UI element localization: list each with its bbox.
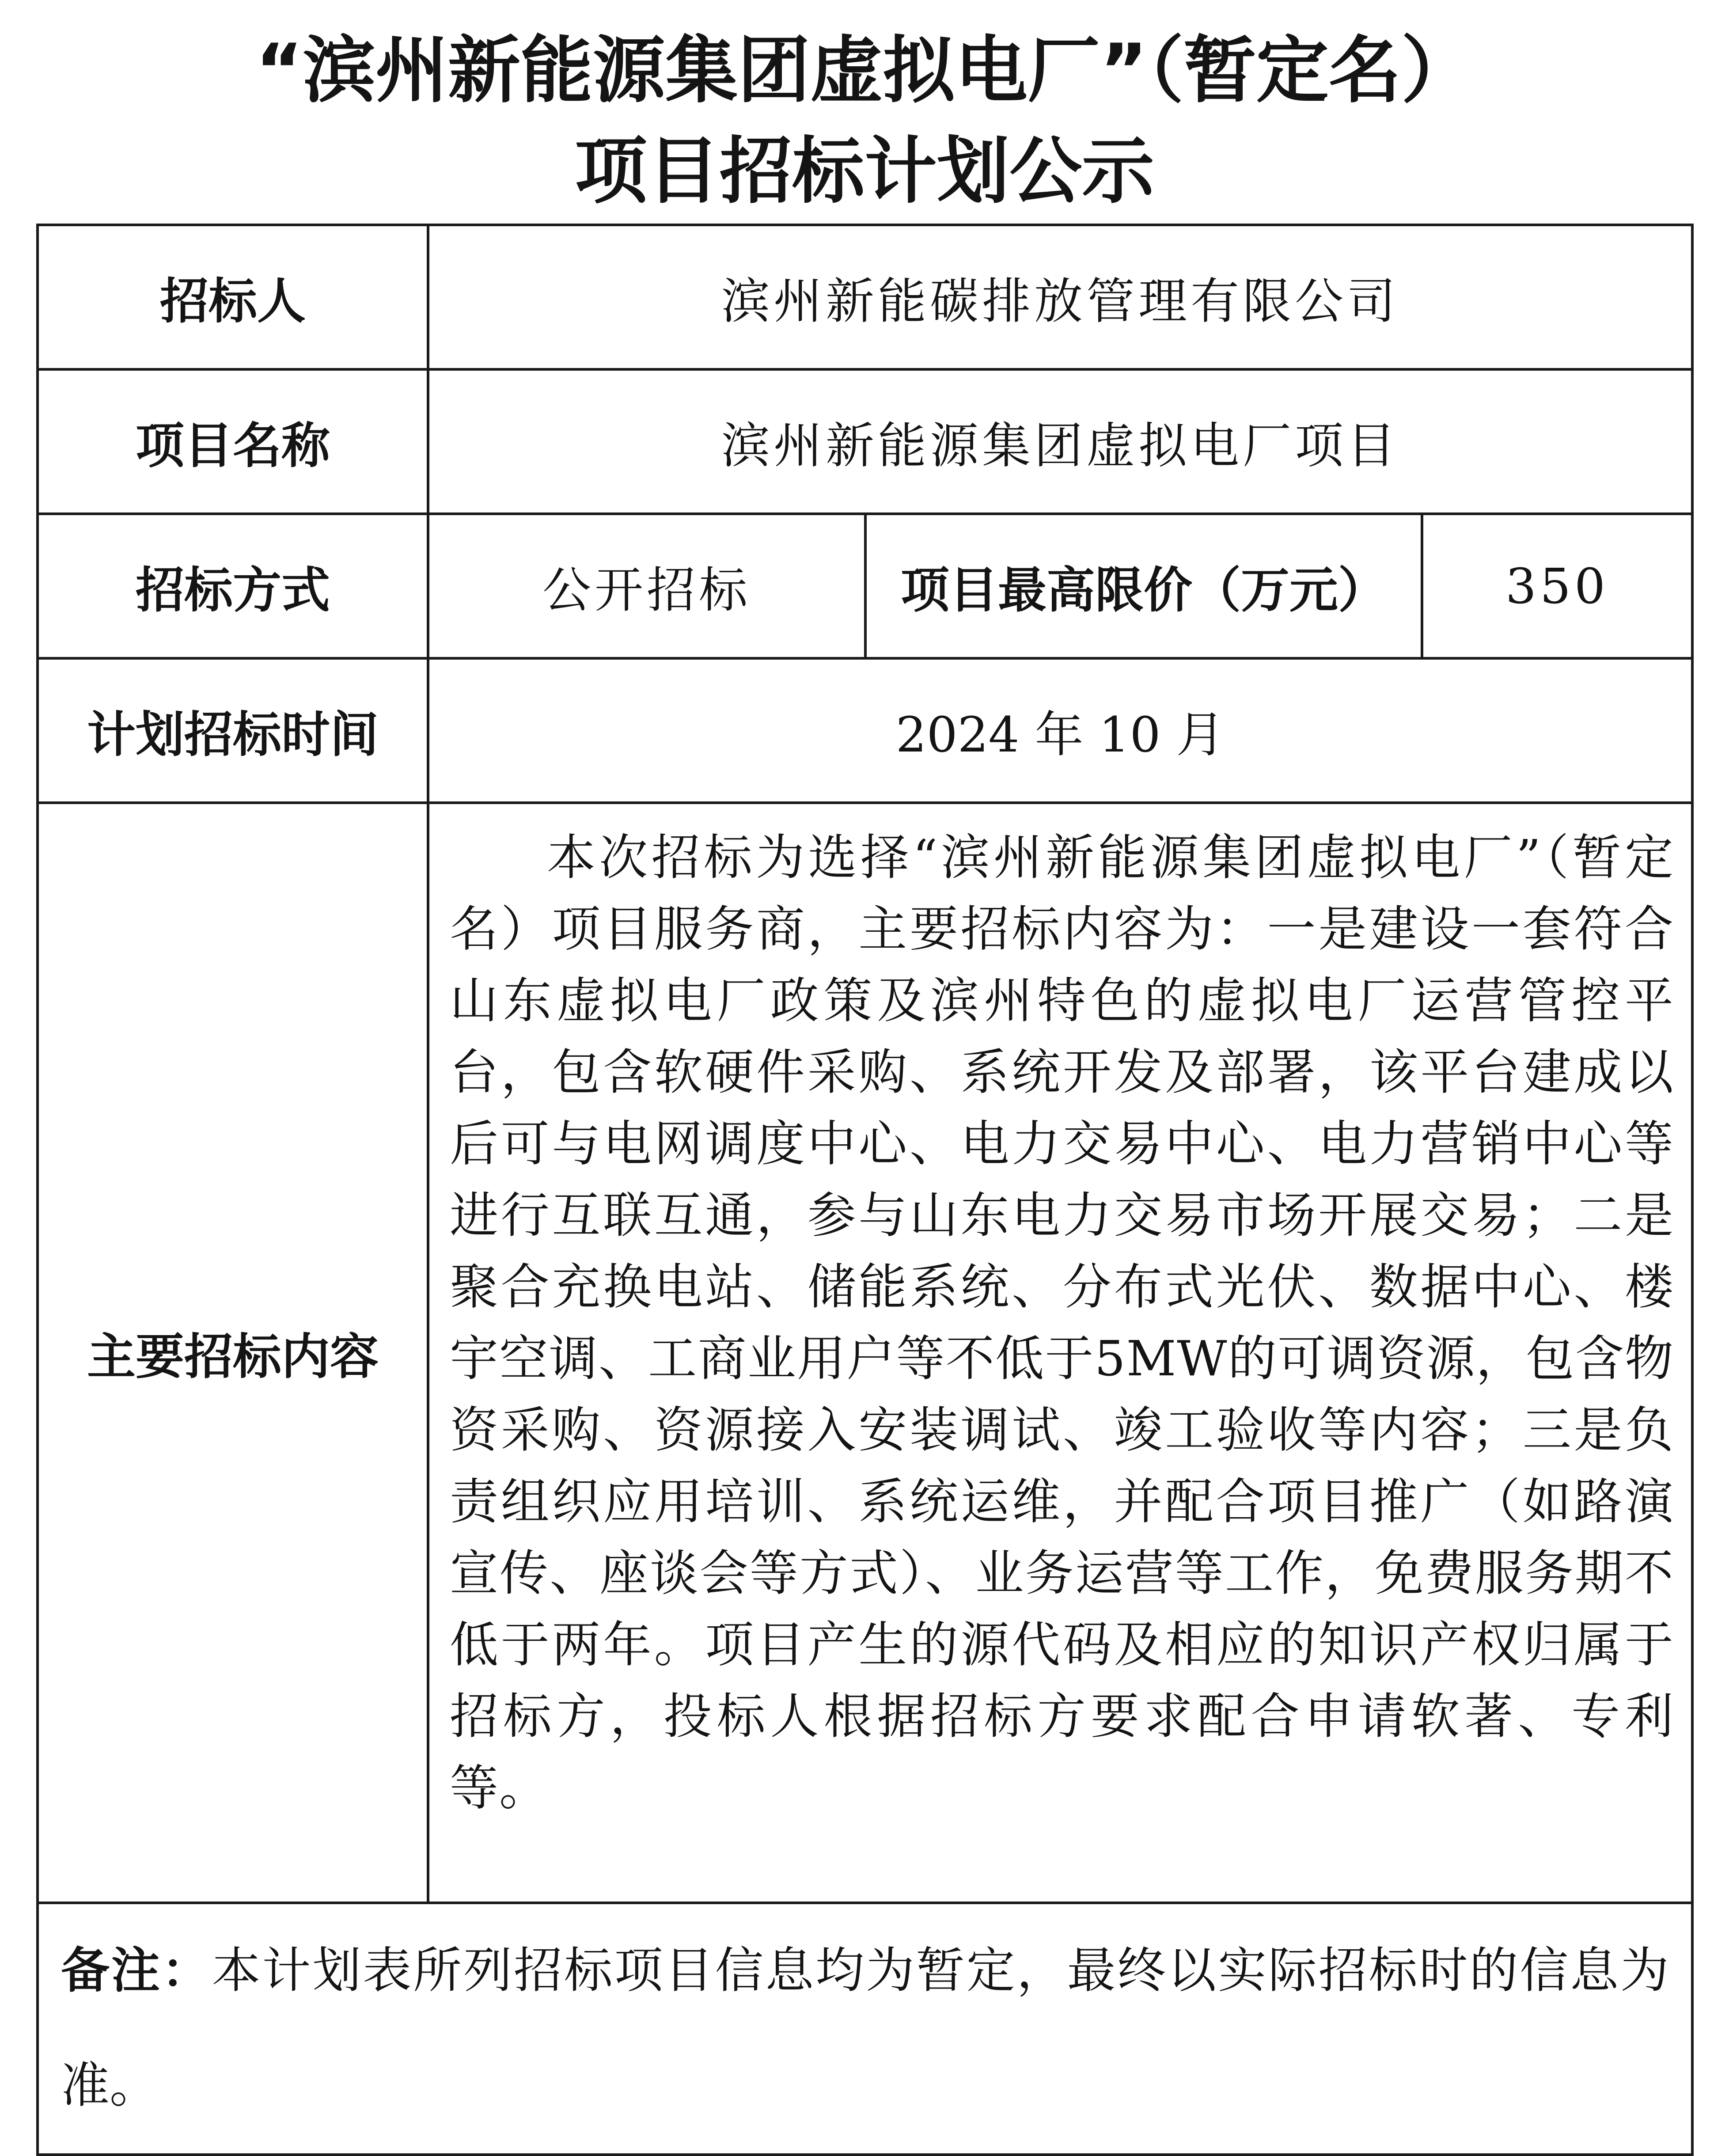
planned-time-value: 2024 年 10 月 — [428, 658, 1692, 803]
tender-plan-table — [36, 224, 1694, 2156]
method-label: 招标方式 — [38, 514, 428, 658]
project-name-value: 滨州新能源集团虚拟电厂项目 — [428, 369, 1692, 514]
table-row-content — [38, 803, 1692, 1903]
project-name-label: 项目名称 — [38, 369, 428, 514]
planned-time-label: 计划招标时间 — [38, 658, 428, 803]
table-row-method — [38, 514, 1692, 658]
note-cell — [38, 1903, 1692, 2155]
table-row-planned-time — [38, 658, 1692, 803]
table-row-tenderer — [38, 225, 1692, 369]
note-text: 本计划表所列招标项目信息均为暂定，最终以实际招标时的信息为准。 — [61, 1942, 1669, 2114]
table-row-note — [38, 1903, 1692, 2155]
content-value: 本次招标为选择“滨州新能源集团虚拟电厂”（暂定名）项目服务商，主要招标内容为：一是建设一套符合山东虚拟电厂政策及滨州特色的虚拟电厂运营管控平台，包含软硬件采购、系统开发及部署，该平台建成以后可与电网调度中心、电力交易中心、电力营销中心等进行互联互通，参与山东电力交易市场开展交易；二是聚合充换电站、储能系统、分布式光伏、数据中心、楼宇空调、工商业用户等不低于5MW的可调资源，包含物资采购、资源接入安装调试、竣工验收等内容；三是负责组织应用培训、系统运维，并配合项目推广（如路演宣传、座谈会等方式）、业务运营等工作，免费服务期不低于两年。项目产生的源代码及相应的知识产权归属于招标方，投标人根据招标方要求配合申请软著、专利等。 — [450, 829, 1675, 1816]
method-value: 公开招标 — [428, 514, 865, 658]
max-price-label: 项目最高限价（万元） — [865, 514, 1422, 658]
page-title-line-1: “滨州新能源集团虚拟电厂”（暂定名） — [255, 28, 1474, 113]
content-cell — [428, 803, 1692, 1903]
page-title-line-2: 项目招标计划公示 — [574, 129, 1154, 213]
table-row-project-name — [38, 369, 1692, 514]
note — [39, 1904, 1691, 2147]
tenderer-label: 招标人 — [38, 225, 428, 369]
max-price-value: 350 — [1422, 514, 1692, 658]
note-label: 备注： — [61, 1942, 212, 1999]
tenderer-value: 滨州新能碳排放管理有限公司 — [428, 225, 1692, 369]
content-label: 主要招标内容 — [38, 803, 428, 1903]
